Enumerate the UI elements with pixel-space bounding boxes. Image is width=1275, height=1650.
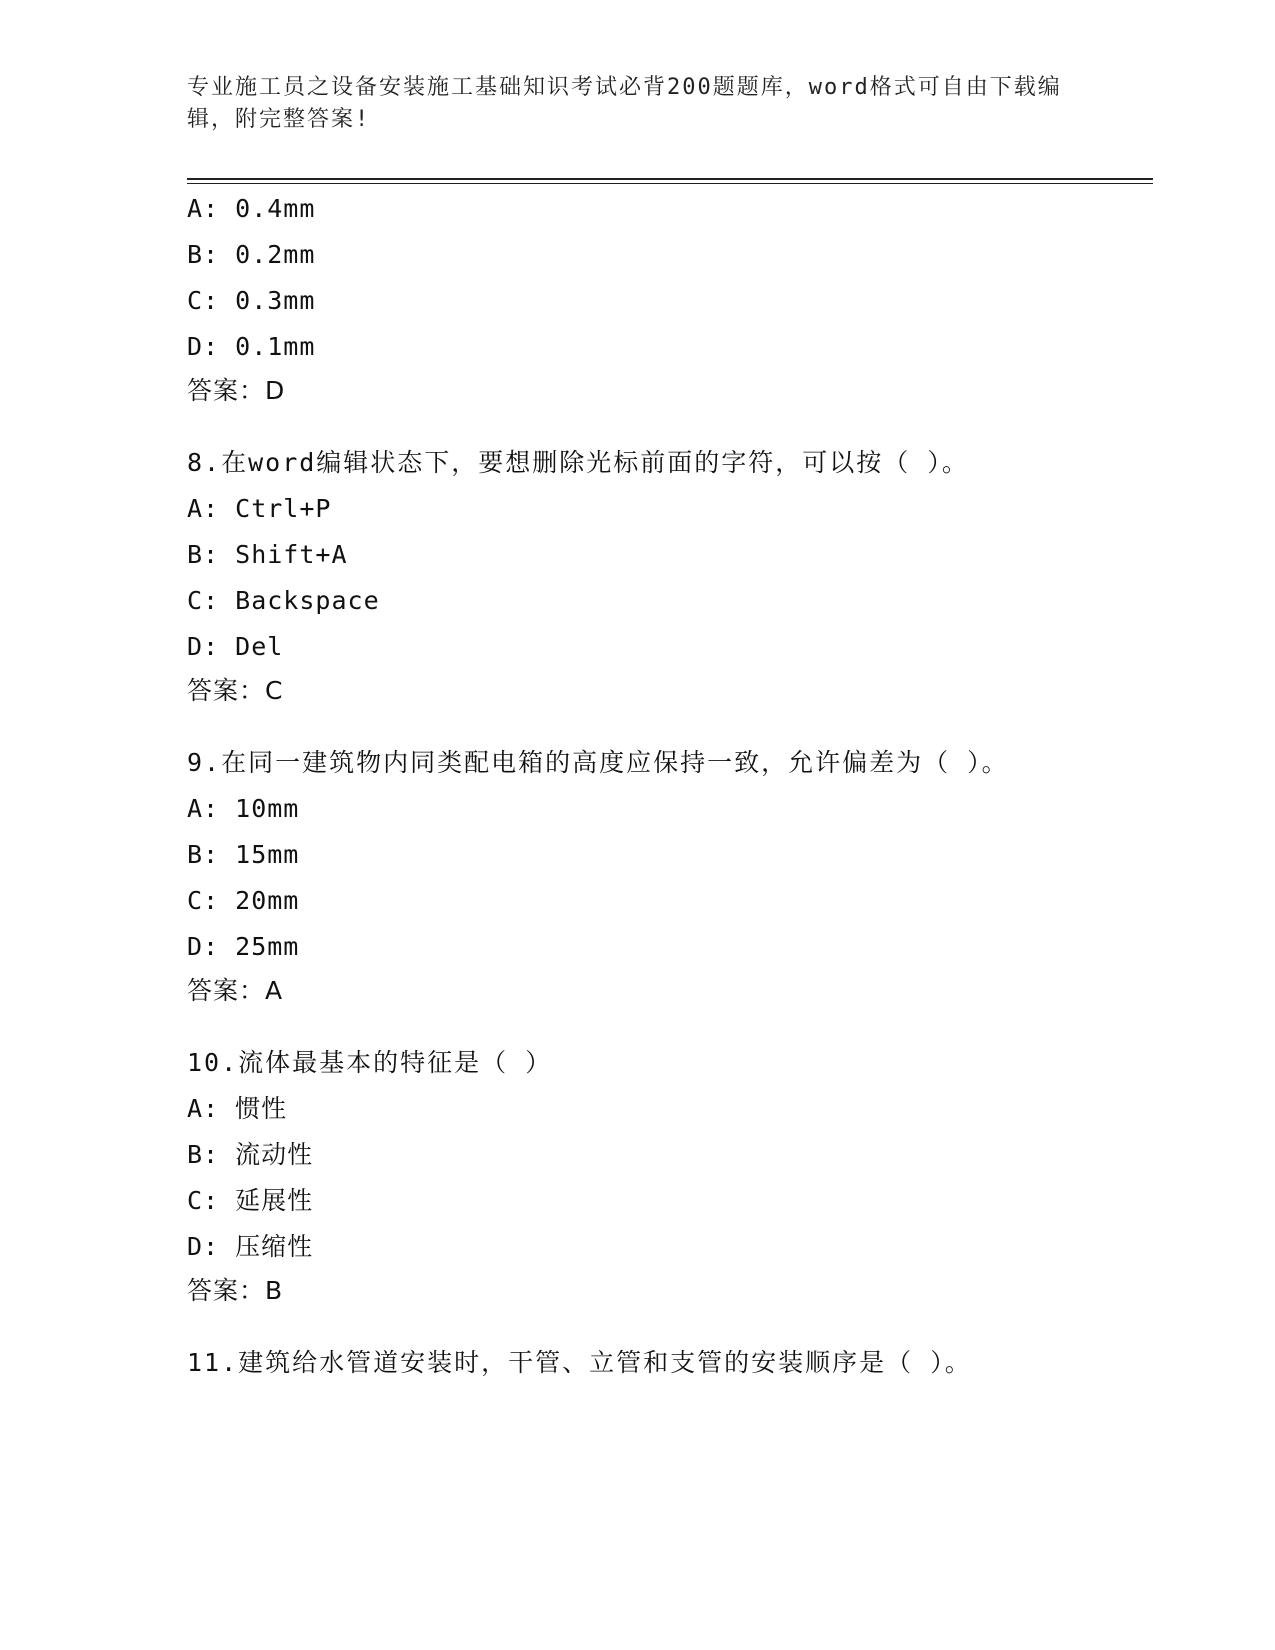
question-block-7 bbox=[187, 194, 1153, 406]
document-title: 专业施工员之设备安装施工基础知识考试必背200题题库，word格式可自由下载编辑，附完整答案! bbox=[187, 75, 1062, 132]
option-b: B: Shift+A bbox=[187, 540, 348, 569]
answer-line: 答案：B bbox=[187, 1276, 284, 1305]
question-text: 10.流体最基本的特征是（ ） bbox=[187, 1048, 553, 1077]
option-d: D: 0.1mm bbox=[187, 332, 316, 361]
question-block-10 bbox=[187, 1048, 1153, 1306]
question-block-9 bbox=[187, 748, 1153, 1006]
option-a: A: 0.4mm bbox=[187, 194, 316, 223]
option-b: B: 流动性 bbox=[187, 1140, 314, 1169]
option-d: D: Del bbox=[187, 632, 284, 661]
option-c: C: 延展性 bbox=[187, 1186, 314, 1215]
option-a: A: 惯性 bbox=[187, 1094, 288, 1123]
option-c: C: 20mm bbox=[187, 886, 300, 915]
option-b: B: 15mm bbox=[187, 840, 300, 869]
option-d: D: 压缩性 bbox=[187, 1232, 314, 1261]
question-text: 8.在word编辑状态下，要想删除光标前面的字符，可以按（ ）。 bbox=[187, 448, 969, 477]
option-b: B: 0.2mm bbox=[187, 240, 316, 269]
question-list bbox=[187, 188, 1153, 1412]
option-a: A: 10mm bbox=[187, 794, 300, 823]
question-text: 9.在同一建筑物内同类配电箱的高度应保持一致，允许偏差为（ ）。 bbox=[187, 748, 1009, 777]
answer-line: 答案：A bbox=[187, 976, 284, 1005]
option-c: C: 0.3mm bbox=[187, 286, 316, 315]
answer-line: 答案：C bbox=[187, 676, 284, 705]
question-block-8 bbox=[187, 448, 1153, 706]
option-c: C: Backspace bbox=[187, 586, 380, 615]
option-a: A: Ctrl+P bbox=[187, 494, 332, 523]
header-rule-thick bbox=[187, 178, 1153, 180]
header-rule-thin bbox=[187, 183, 1153, 184]
answer-line: 答案：D bbox=[187, 376, 286, 405]
question-text: 11.建筑给水管道安装时，干管、立管和支管的安装顺序是（ ）。 bbox=[187, 1348, 972, 1377]
option-d: D: 25mm bbox=[187, 932, 300, 961]
question-block-11 bbox=[187, 1348, 1153, 1378]
